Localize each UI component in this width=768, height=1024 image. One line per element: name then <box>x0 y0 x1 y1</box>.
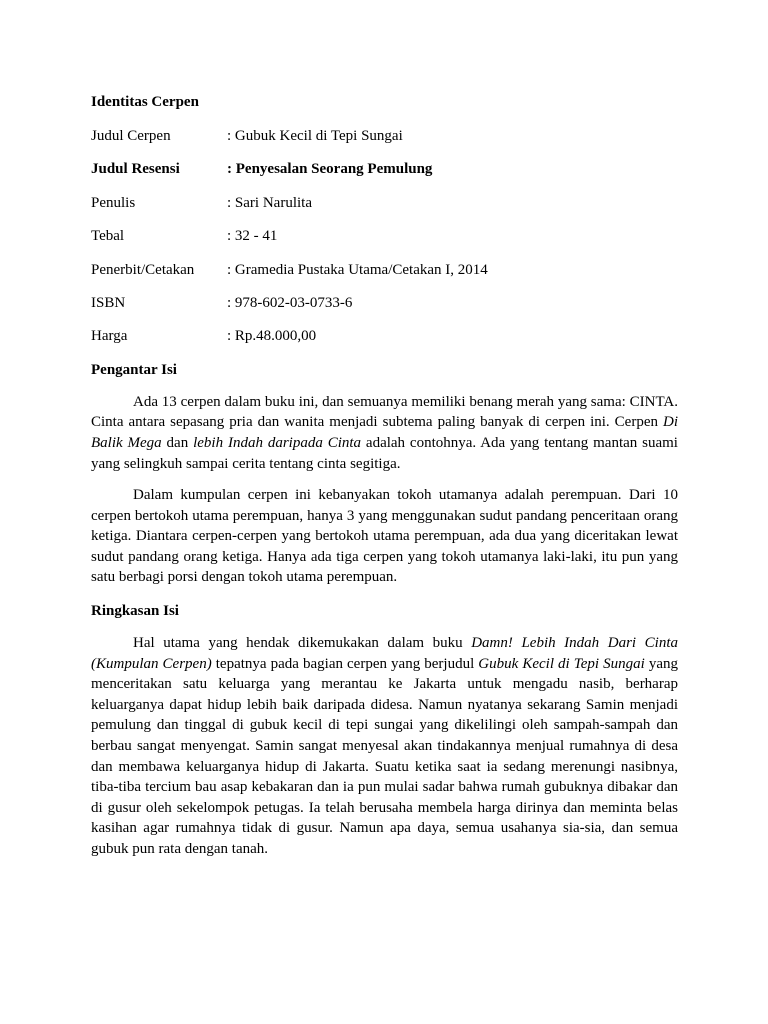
paragraph-text: dan <box>161 434 194 451</box>
identity-label: Judul Resensi <box>91 161 180 178</box>
identity-row-judul-resensi <box>91 159 678 179</box>
identity-value: : Rp.48.000,00 <box>227 328 317 345</box>
identity-value: : Gramedia Pustaka Utama/Cetakan I, 2014 <box>227 261 488 278</box>
italic-title: lebih Indah daripada Cinta <box>193 434 362 451</box>
paragraph-text: yang menceritakan satu keluarga yang merantau ke Jakarta untuk mengadu nasib, berharap keluarganya dapat hidup lebih baik daripada didesa. Namun nyatanya sekarang Samin menjadi pemulung dan tinggal di gubuk kecil di tepi sungai yang dikelilingi oleh sampah-sampah dan berbau sangat menyengat. Samin sangat menyesal akan tindakannya menjual rumahnya di desa dan membawa keluarganya hidup di Jakarta. Suatu ketika saat ia sedang merenungi nasibnya, tiba-tiba tercium bau asap kebakaran dan ia pun mulai sadar bahwa rumah gubuknya dibakar dan di gusur oleh sekelompok petugas. Ia telah berusaha membela harga dirinya dan meminta belas kasihan agar rumahnya tidak di gusur. Namun apa daya, semua usahanya sia-sia, dan semua gubuk pun rata dengan tanah. <box>91 655 678 858</box>
identity-table <box>91 126 678 346</box>
document-page <box>91 92 678 860</box>
identity-row-tebal <box>91 226 678 246</box>
section-heading-identitas: Identitas Cerpen <box>91 94 199 110</box>
identity-value: : 32 - 41 <box>227 228 278 245</box>
identity-value: : Gubuk Kecil di Tepi Sungai <box>227 128 403 144</box>
identity-row-harga <box>91 326 678 346</box>
identity-value: : Penyesalan Seorang Pemulung <box>227 161 433 178</box>
identity-row-isbn <box>91 293 678 313</box>
paragraph-text: tepatnya pada bagian cerpen yang berjudul <box>211 655 479 672</box>
section-heading-ringkasan: Ringkasan Isi <box>91 603 179 620</box>
identity-value: : 978-602-03-0733-6 <box>227 294 353 311</box>
identity-value: : Sari Narulita <box>227 194 312 211</box>
identity-label: Tebal <box>91 228 125 245</box>
paragraph-text: Ada 13 cerpen dalam buku ini, dan semuanya memiliki benang merah yang sama: CINTA. Cinta antara sepasang pria dan wanita menjadi subtema paling banyak di cerpen ini. Cerpen <box>91 393 678 431</box>
pengantar-paragraph-1 <box>91 392 678 474</box>
ringkasan-paragraph-1 <box>91 633 678 860</box>
identity-label: Penerbit/Cetakan <box>91 261 195 278</box>
italic-title: Damn! Lebih Indah Dari Cinta (Kumpulan Cerpen) <box>91 635 678 672</box>
paragraph-text: Hal utama yang hendak dikemukakan dalam buku <box>133 635 472 652</box>
identity-label: Judul Cerpen <box>91 128 171 144</box>
identity-label: Penulis <box>91 194 136 211</box>
identity-label: Harga <box>91 328 128 345</box>
paragraph-text: adalah contohnya. Ada yang tentang mantan suami yang selingkuh sampai cerita tentang cinta segitiga. <box>91 434 678 472</box>
pengantar-paragraph-2: Dalam kumpulan cerpen ini kebanyakan tokoh utamanya adalah perempuan. Dari 10 cerpen bertokoh utama perempuan, hanya 3 yang menggunakan sudut pandang penceritaan orang ketiga. Diantara cerpen-cerpen yang bertokoh utama perempuan, ada dua yang diceritakan lewat sudut pandang orang ketiga. Hanya ada tiga cerpen yang tokoh utamanya laki-laki, itu pun yang satu berbagi porsi dengan tokoh utama perempuan. <box>91 487 678 586</box>
identity-row-penerbit <box>91 260 678 280</box>
identity-row-penulis <box>91 193 678 213</box>
italic-title: Di Balik Mega <box>91 414 678 451</box>
identity-label: ISBN <box>91 294 126 311</box>
section-heading-pengantar: Pengantar Isi <box>91 361 177 378</box>
identity-row-judul-cerpen <box>91 126 678 146</box>
italic-title: Gubuk Kecil di Tepi Sungai <box>478 655 645 672</box>
